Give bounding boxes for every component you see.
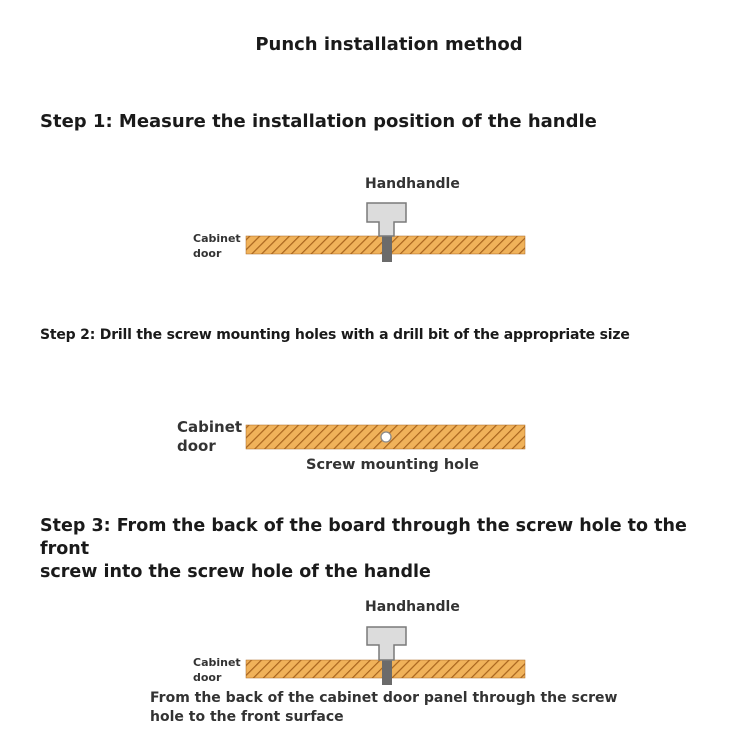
- step-3-handle-label: Handhandle: [365, 599, 460, 615]
- step-3-heading-line1: Step 3: From the back of the board through the screw hole to the front: [40, 516, 687, 559]
- step-3-screw: [382, 658, 392, 685]
- step-3-note-line2: hole to the front surface: [150, 709, 344, 725]
- screw-hole-icon: [381, 432, 391, 442]
- door-label-line1: Cabinet: [177, 418, 243, 436]
- step-2-heading: Step 2: Drill the screw mounting holes with a drill bit of the appropriate size: [40, 327, 630, 343]
- step-2-hole-label: Screw mounting hole: [306, 457, 479, 473]
- door-label-line2: door: [193, 247, 222, 260]
- step-3-heading-line2: screw into the screw hole of the handle: [40, 562, 431, 582]
- door-label-line2: door: [177, 437, 216, 455]
- door-label-line2: door: [193, 671, 222, 684]
- step-2-diagram: [246, 425, 525, 449]
- door-label-line1: Cabinet: [193, 656, 241, 669]
- step-1-heading: Step 1: Measure the installation position of the handle: [40, 111, 597, 132]
- step-1-handle-icon: [367, 203, 406, 236]
- door-label-line1: Cabinet: [193, 232, 241, 245]
- step-1-diagram: [246, 203, 525, 262]
- step-1-screw: [382, 234, 392, 262]
- step-3-diagram: [246, 627, 525, 685]
- step-1-handle-label: Handhandle: [365, 176, 460, 192]
- step-3-handle-icon: [367, 627, 406, 660]
- page-title: Punch installation method: [255, 34, 523, 55]
- step-3-note-line1: From the back of the cabinet door panel through the screw: [150, 690, 618, 706]
